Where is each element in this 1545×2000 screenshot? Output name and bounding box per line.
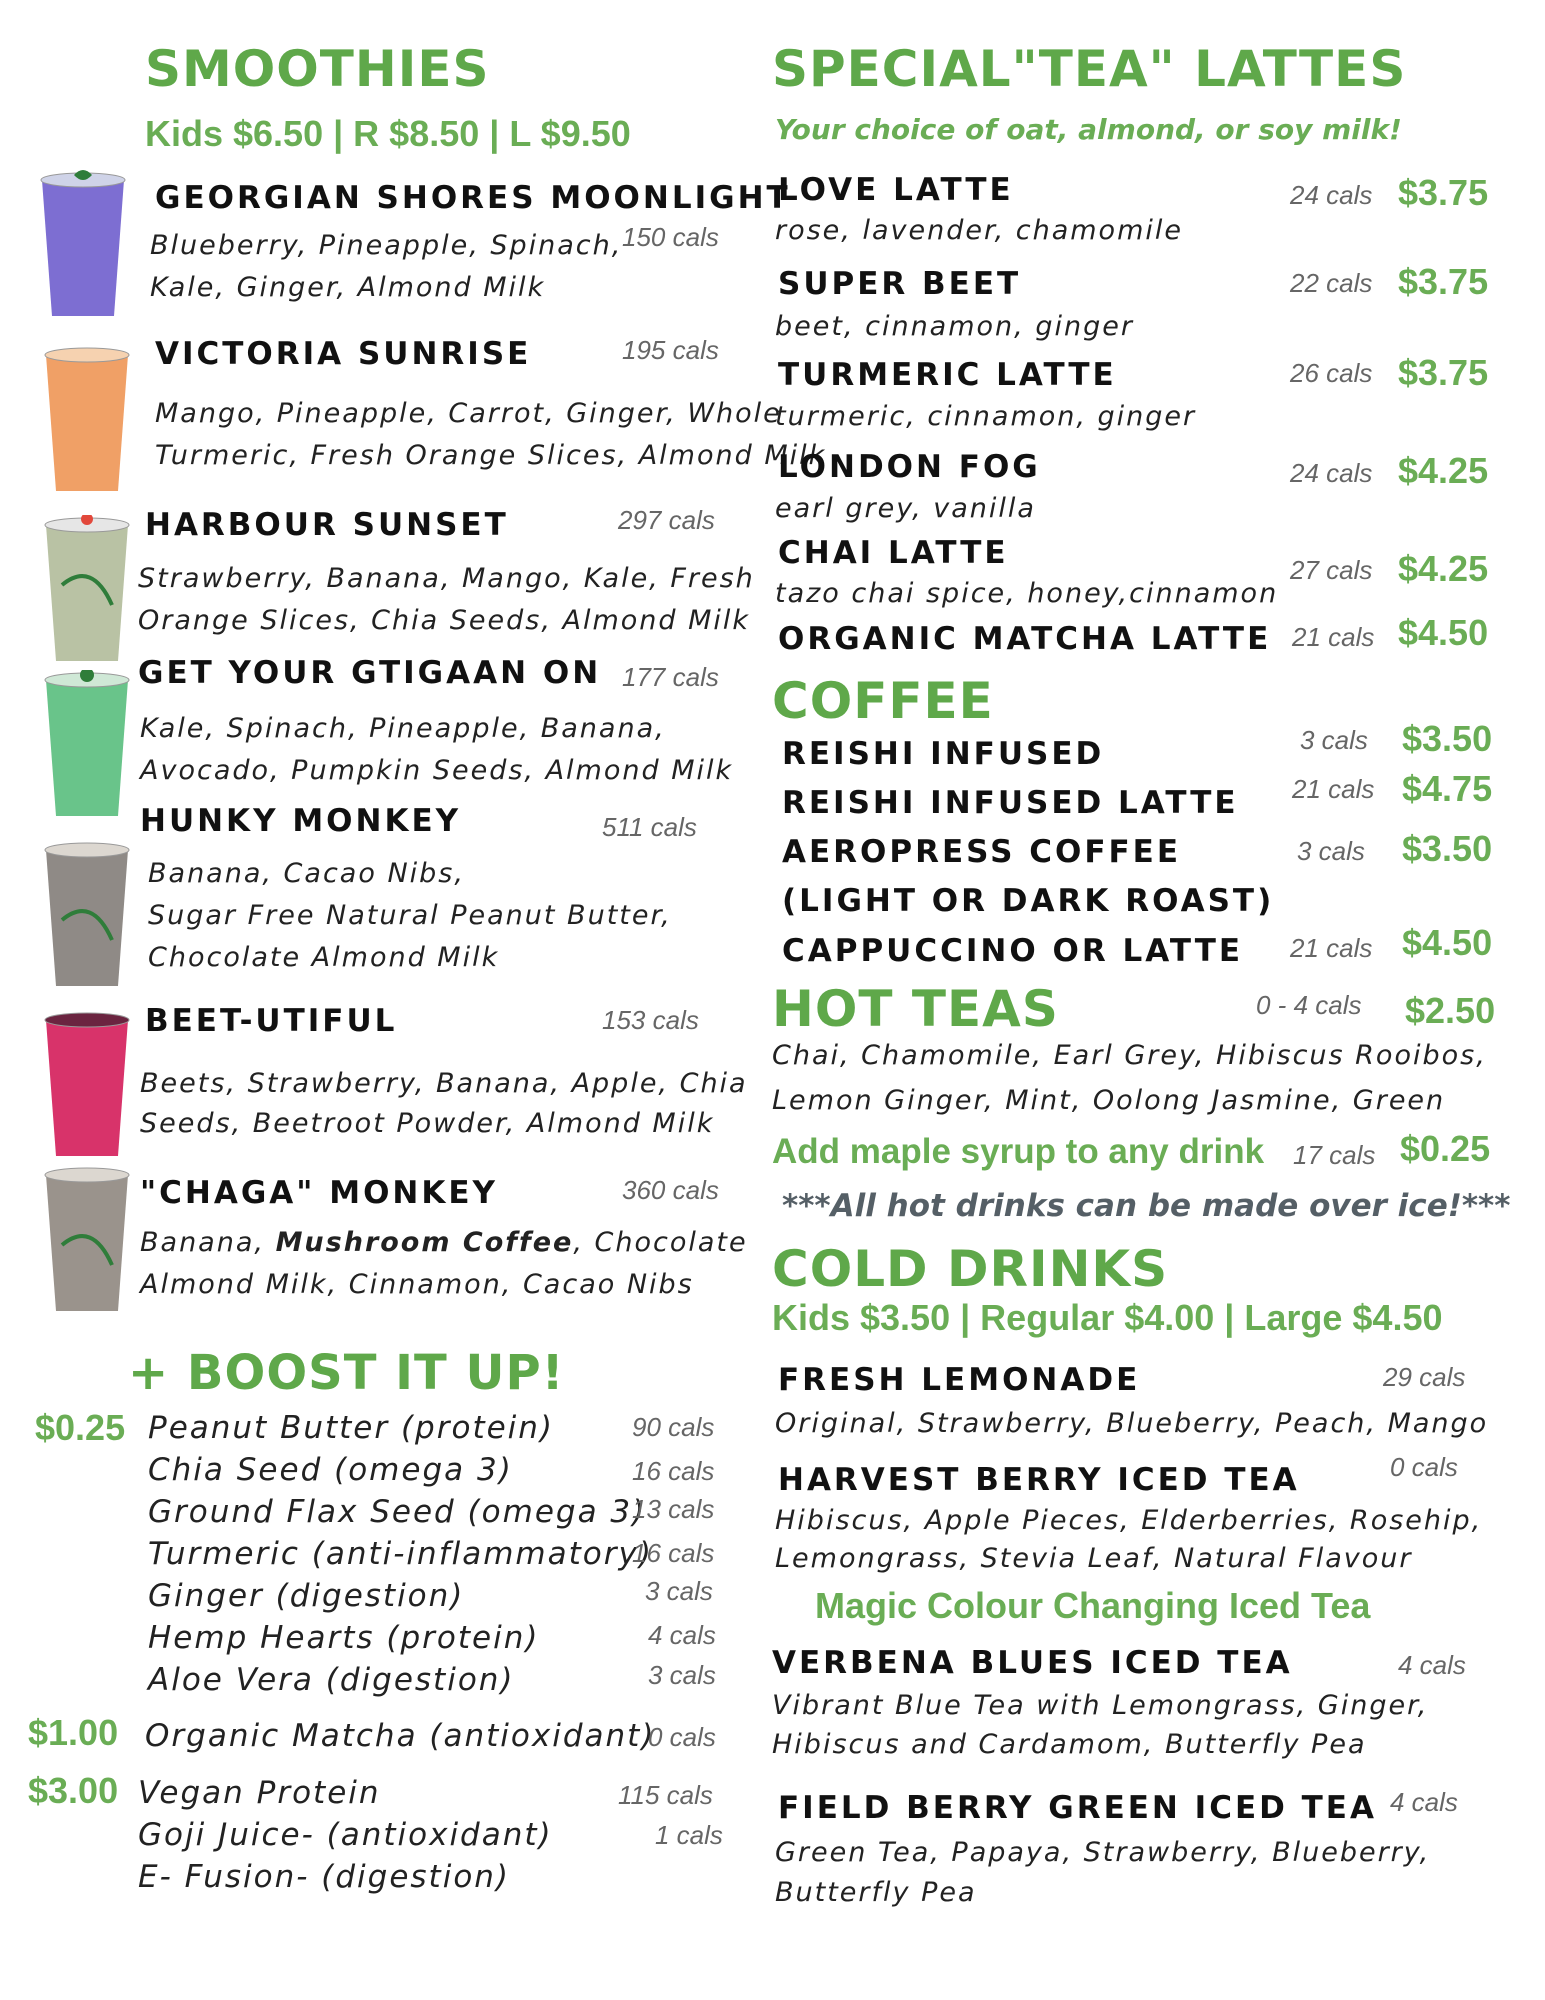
latte-price: $3.75 — [1398, 352, 1489, 393]
smoothie-cals: 177 cals — [622, 662, 719, 692]
boost-item: Aloe Vera (digestion) — [148, 1662, 515, 1698]
latte-description: rose, lavender, chamomile — [775, 215, 1183, 246]
cold-drinks-title: COLD DRINKS — [772, 1240, 1169, 1298]
desc-part: , Chocolate — [573, 1227, 748, 1258]
coffee-cals: 21 cals — [1290, 933, 1373, 963]
smoothie-description: Chocolate Almond Milk — [148, 942, 500, 973]
boost-title: + BOOST IT UP! — [128, 1345, 565, 1401]
smoothie-description: Strawberry, Banana, Mango, Kale, Fresh — [138, 563, 755, 594]
smoothie-description: Sugar Free Natural Peanut Butter, — [148, 900, 672, 931]
coffee-price: $3.50 — [1402, 718, 1493, 759]
smoothie-description: Avocado, Pumpkin Seeds, Almond Milk — [140, 755, 734, 786]
desc-part: Banana, — [140, 1227, 276, 1258]
boost-item: Hemp Hearts (protein) — [148, 1620, 540, 1656]
smoothie-name: GET YOUR GTIGAAN ON — [138, 655, 602, 691]
boost-cals: 90 cals — [632, 1412, 715, 1442]
smoothie-description: Seeds, Beetroot Powder, Almond Milk — [140, 1108, 715, 1139]
smoothie-cup-image — [42, 1010, 132, 1160]
latte-name: CHAI LATTE — [778, 535, 1009, 571]
latte-price: $4.25 — [1398, 548, 1489, 589]
lattes-subtitle: Your choice of oat, almond, or soy milk! — [775, 113, 1402, 146]
latte-name: LOVE LATTE — [778, 172, 1014, 208]
latte-name: LONDON FOG — [778, 449, 1041, 485]
magic-iced-tea-heading: Magic Colour Changing Iced Tea — [815, 1585, 1371, 1626]
boost-item: Organic Matcha (antioxidant) — [145, 1718, 656, 1754]
smoothie-cals: 297 cals — [618, 505, 715, 535]
latte-cals: 24 cals — [1290, 458, 1373, 488]
smoothie-cals: 195 cals — [622, 335, 719, 365]
boost-cals: 13 cals — [632, 1494, 715, 1524]
cold-drinks-prices: Kids $3.50 | Regular $4.00 | Large $4.50 — [772, 1297, 1443, 1338]
smoothie-description: Beets, Strawberry, Banana, Apple, Chia — [140, 1068, 748, 1099]
latte-cals: 22 cals — [1290, 268, 1373, 298]
boost-cals: 115 cals — [618, 1780, 713, 1810]
boost-cals: 16 cals — [632, 1456, 715, 1486]
cold-drink-description: Hibiscus and Cardamom, Butterfly Pea — [772, 1729, 1367, 1760]
smoothie-cals: 153 cals — [602, 1005, 699, 1035]
boost-cals: 3 cals — [648, 1660, 716, 1690]
cold-drink-name: FIELD BERRY GREEN ICED TEA — [778, 1790, 1377, 1826]
cold-drink-cals: 0 cals — [1390, 1452, 1458, 1482]
cold-drink-name: HARVEST BERRY ICED TEA — [778, 1462, 1300, 1498]
latte-price: $3.75 — [1398, 172, 1489, 213]
smoothie-cup-image — [38, 170, 128, 320]
smoothie-description: Blueberry, Pineapple, Spinach, — [150, 230, 623, 261]
smoothie-cals: 360 cals — [622, 1175, 719, 1205]
smoothies-title: SMOOTHIES — [145, 40, 490, 98]
boost-item: Chia Seed (omega 3) — [148, 1452, 513, 1488]
latte-name: ORGANIC MATCHA LATTE — [778, 621, 1272, 657]
cold-drink-name: FRESH LEMONADE — [778, 1362, 1141, 1398]
cold-drink-description: Hibiscus, Apple Pieces, Elderberries, Rosehip, — [775, 1505, 1483, 1536]
cold-drink-description: Vibrant Blue Tea with Lemongrass, Ginger, — [772, 1690, 1429, 1721]
coffee-name: REISHI INFUSED LATTE — [782, 785, 1239, 821]
smoothie-description — [140, 1222, 748, 1264]
coffee-cals: 3 cals — [1297, 836, 1365, 866]
smoothie-cals: 150 cals — [622, 222, 719, 252]
coffee-cals: 3 cals — [1300, 725, 1368, 755]
boost-cals: 0 cals — [648, 1722, 716, 1752]
smoothie-cup-image — [42, 345, 132, 495]
boost-price: $3.00 — [28, 1770, 119, 1811]
smoothie-cup-image — [42, 1165, 132, 1315]
cold-drink-cals: 29 cals — [1383, 1362, 1466, 1392]
latte-description: tazo chai spice, honey,cinnamon — [775, 578, 1279, 609]
smoothie-name: "CHAGA" MONKEY — [140, 1175, 499, 1211]
boost-item: E- Fusion- (digestion) — [138, 1859, 511, 1895]
smoothie-name: BEET-UTIFUL — [145, 1003, 398, 1039]
smoothie-description: Almond Milk, Cinnamon, Cacao Nibs — [140, 1269, 694, 1300]
smoothie-cals: 511 cals — [602, 812, 697, 842]
cup-body — [42, 180, 124, 316]
hot-teas-title: HOT TEAS — [772, 980, 1059, 1038]
maple-syrup-cals: 17 cals — [1293, 1140, 1376, 1170]
hot-teas-description: Lemon Ginger, Mint, Oolong Jasmine, Green — [772, 1085, 1446, 1116]
desc-bold-part: Mushroom Coffee — [275, 1227, 574, 1258]
cold-drink-cals: 4 cals — [1390, 1787, 1458, 1817]
coffee-cals: 21 cals — [1292, 774, 1375, 804]
boost-price: $1.00 — [28, 1712, 119, 1753]
coffee-title: COFFEE — [772, 672, 994, 730]
latte-price: $4.25 — [1398, 450, 1489, 491]
latte-description: beet, cinnamon, ginger — [775, 311, 1134, 342]
coffee-name: AEROPRESS COFFEE — [782, 834, 1182, 870]
hot-teas-price: $2.50 — [1405, 990, 1496, 1031]
cold-drink-description: Green Tea, Papaya, Strawberry, Blueberry, — [775, 1837, 1431, 1868]
smoothie-name: VICTORIA SUNRISE — [155, 336, 532, 372]
coffee-price: $3.50 — [1402, 828, 1493, 869]
latte-price: $3.75 — [1398, 261, 1489, 302]
latte-description: turmeric, cinnamon, ginger — [775, 401, 1197, 432]
maple-syrup-addon: Add maple syrup to any drink — [772, 1132, 1265, 1171]
latte-name: TURMERIC LATTE — [778, 357, 1117, 393]
boost-item: Peanut Butter (protein) — [148, 1410, 555, 1446]
latte-cals: 26 cals — [1290, 358, 1373, 388]
smoothie-description: Kale, Ginger, Almond Milk — [150, 272, 546, 303]
hot-teas-description: Chai, Chamomile, Earl Grey, Hibiscus Rooibos, — [772, 1040, 1487, 1071]
boost-item: Ground Flax Seed (omega 3) — [148, 1494, 647, 1530]
latte-name: SUPER BEET — [778, 266, 1022, 302]
boost-item: Ginger (digestion) — [148, 1578, 465, 1614]
smoothie-description: Mango, Pineapple, Carrot, Ginger, Whole — [155, 398, 782, 429]
boost-item: Goji Juice- (antioxidant) — [138, 1817, 553, 1853]
boost-item: Turmeric (anti-inflammatory) — [148, 1536, 653, 1572]
coffee-name: CAPPUCCINO OR LATTE — [782, 933, 1244, 969]
cold-drink-description: Original, Strawberry, Blueberry, Peach, Mango — [775, 1408, 1489, 1439]
lattes-title: SPECIAL"TEA" LATTES — [772, 40, 1407, 98]
smoothie-description: Kale, Spinach, Pineapple, Banana, — [140, 713, 666, 744]
coffee-price: $4.75 — [1402, 768, 1493, 809]
smoothie-cup-image — [42, 515, 132, 665]
coffee-price: $4.50 — [1402, 922, 1493, 963]
latte-cals: 27 cals — [1290, 555, 1373, 585]
ice-note: ***All hot drinks can be made over ice!*** — [782, 1188, 1511, 1224]
maple-syrup-price: $0.25 — [1400, 1128, 1491, 1169]
latte-cals: 21 cals — [1292, 622, 1375, 652]
boost-cals: 16 cals — [632, 1538, 715, 1568]
smoothie-description: Turmeric, Fresh Orange Slices, Almond Milk — [155, 440, 827, 471]
smoothie-description: Orange Slices, Chia Seeds, Almond Milk — [138, 605, 751, 636]
smoothie-name: HUNKY MONKEY — [140, 803, 462, 839]
boost-cals: 4 cals — [648, 1620, 716, 1650]
smoothie-cup-image — [42, 840, 132, 990]
coffee-name: REISHI INFUSED — [782, 736, 1105, 772]
boost-cals: 1 cals — [655, 1820, 723, 1850]
latte-price: $4.50 — [1398, 612, 1489, 653]
cold-drink-description: Lemongrass, Stevia Leaf, Natural Flavour — [775, 1543, 1413, 1574]
hot-teas-cals: 0 - 4 cals — [1256, 990, 1362, 1020]
cold-drink-name: VERBENA BLUES ICED TEA — [772, 1645, 1293, 1681]
latte-description: earl grey, vanilla — [775, 493, 1036, 524]
smoothie-name: HARBOUR SUNSET — [145, 507, 509, 543]
cold-drink-cals: 4 cals — [1398, 1650, 1466, 1680]
smoothie-name: GEORGIAN SHORES MOONLIGHT — [155, 180, 791, 216]
latte-cals: 24 cals — [1290, 180, 1373, 210]
cold-drink-description: Butterfly Pea — [775, 1877, 977, 1908]
boost-cals: 3 cals — [645, 1576, 713, 1606]
smoothie-description: Banana, Cacao Nibs, — [148, 858, 465, 889]
smoothie-cup-image — [42, 670, 132, 820]
smoothies-prices: Kids $6.50 | R $8.50 | L $9.50 — [145, 113, 631, 154]
boost-item: Vegan Protein — [138, 1775, 381, 1811]
boost-price: $0.25 — [35, 1407, 126, 1448]
coffee-name: (LIGHT OR DARK ROAST) — [782, 883, 1275, 919]
